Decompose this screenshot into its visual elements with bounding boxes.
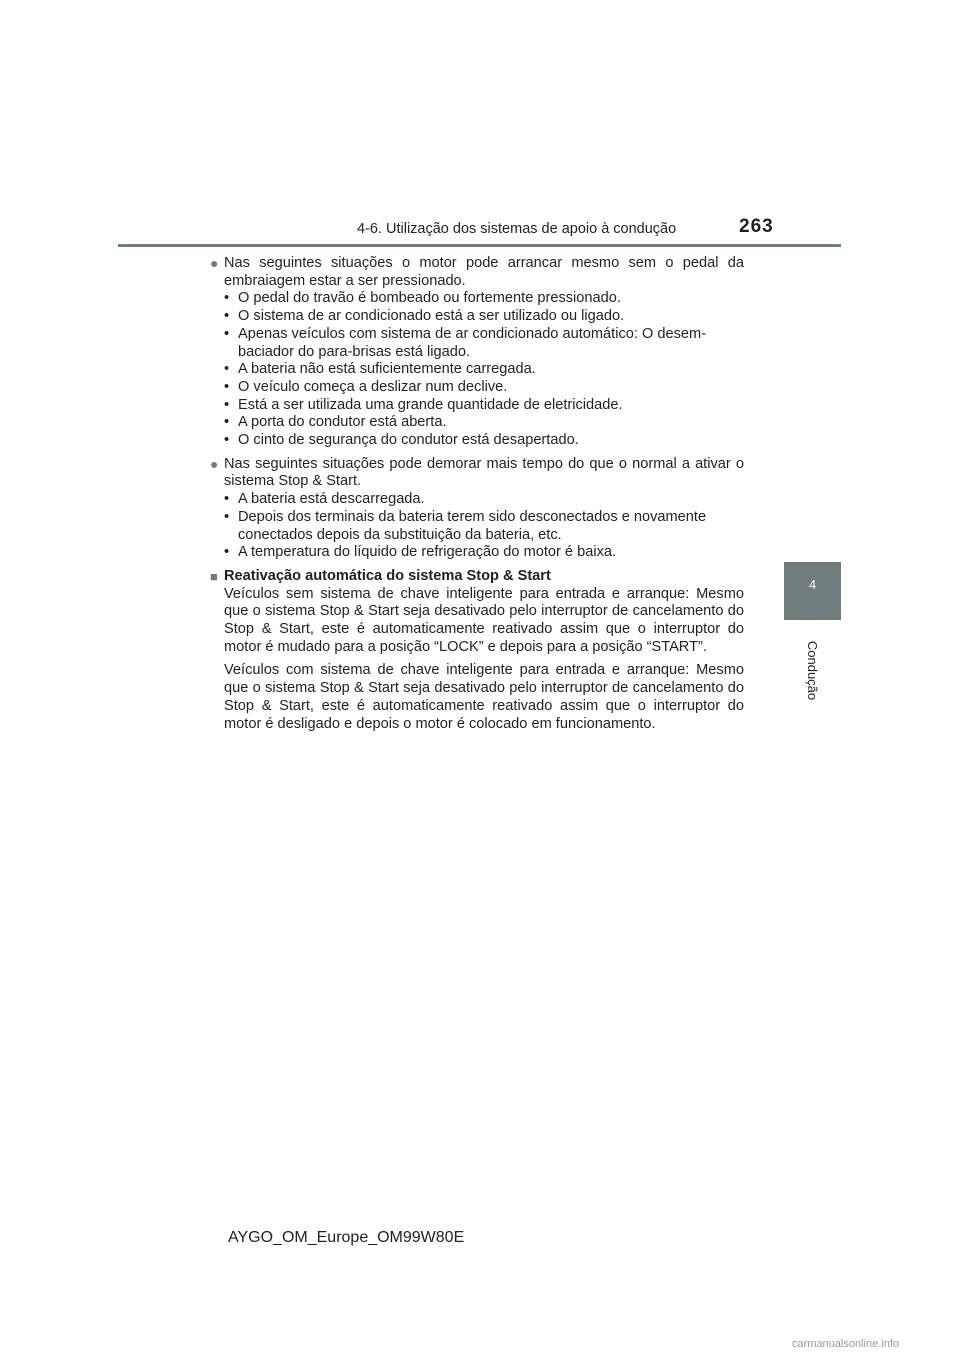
body-paragraph: Veículos com sistema de chave inteligente para entrada e arranque: Mesmo que o sistema Stop & Start seja desativado pelo interruptor de cancelamento do Stop & Start, este é automaticamente reativado assim que o interruptor do motor é desligado e depois o motor é colocado em funcionamento. <box>224 662 744 732</box>
chapter-label-text: Condução <box>805 640 820 701</box>
bullet-dot-icon: • <box>224 508 230 525</box>
chapter-tab-label <box>774 632 851 709</box>
list-item <box>224 432 744 450</box>
bullet-dot-icon: • <box>224 325 230 342</box>
bullet-dot-icon: • <box>224 396 230 413</box>
document-code: AYGO_OM_Europe_OM99W80E <box>228 1229 465 1246</box>
list-item <box>224 290 744 308</box>
page-content <box>210 255 744 739</box>
list-item-text: Está a ser utilizada uma grande quantidade de eletricidade. <box>238 396 623 413</box>
bullet-paragraph <box>210 456 744 491</box>
list-item-text: Depois dos terminais da bateria terem sido desconectados e novamente conectados depois da substituição da bateria, etc. <box>238 508 707 543</box>
bullet-paragraph <box>210 255 744 290</box>
bullet-circle-icon: ● <box>210 455 219 472</box>
list-item-text: A bateria está descarregada. <box>238 491 425 508</box>
body-paragraph: Veículos sem sistema de chave inteligente para entrada e arranque: Mesmo que o sistema Stop & Start seja desativado pelo interruptor de cancelamento do Stop & Start, este é automaticamente reativado assim que o interruptor do motor é mudado para a posição “LOCK” e depois para a posição “START”. <box>224 585 744 655</box>
sub-list <box>224 491 744 562</box>
bullet-dot-icon: • <box>224 378 230 395</box>
list-item <box>224 308 744 326</box>
list-item-text: O veículo começa a deslizar num declive. <box>238 378 508 395</box>
section-title: 4-6. Utilização dos sistemas de apoio à condução <box>357 221 677 237</box>
list-item-text: A temperatura do líquido de refrigeração do motor é baixa. <box>238 544 617 561</box>
section-heading-text: Reativação automática do sistema Stop & Start <box>224 567 551 584</box>
list-item-text: A porta do condutor está aberta. <box>238 414 447 431</box>
list-item <box>224 414 744 432</box>
bullet-dot-icon: • <box>224 361 230 378</box>
bullet-dot-icon: • <box>224 491 230 508</box>
bullet-dot-icon: • <box>224 290 230 307</box>
bullet-dot-icon: • <box>224 432 230 449</box>
list-item-text: Apenas veículos com sistema de ar condicionado automático: O desembaciador do para-brisas está ligado. <box>238 325 707 360</box>
list-item-text: A bateria não está suficientemente carregada. <box>238 361 536 378</box>
section-heading <box>210 568 744 586</box>
list-item <box>224 509 744 544</box>
chapter-tab: 4 <box>784 562 841 620</box>
bullet-dot-icon: • <box>224 544 230 561</box>
list-item <box>224 544 744 562</box>
bullet-text: Nas seguintes situações pode demorar mais tempo do que o normal a ativar o sistema Stop & Start. <box>224 455 744 490</box>
page-number: 263 <box>739 216 774 237</box>
bullet-dot-icon: • <box>224 414 230 431</box>
bullet-text: Nas seguintes situações o motor pode arrancar mesmo sem o pedal da embraiagem estar a ser pressionado. <box>224 255 744 289</box>
bullet-circle-icon: ● <box>210 255 219 271</box>
list-item <box>224 397 744 415</box>
list-item <box>224 361 744 379</box>
square-bullet-icon: ■ <box>210 568 218 584</box>
list-item <box>224 379 744 397</box>
watermark: carmanualsonline.info <box>792 1338 900 1350</box>
list-item-text: O pedal do travão é bombeado ou fortemente pressionado. <box>238 290 621 307</box>
header-divider <box>118 244 841 247</box>
list-item <box>224 491 744 509</box>
bullet-dot-icon: • <box>224 308 230 325</box>
list-item-text: O sistema de ar condicionado está a ser utilizado ou ligado. <box>238 308 625 325</box>
list-item-text: O cinto de segurança do condutor está desapertado. <box>238 432 579 449</box>
sub-list <box>224 290 744 449</box>
list-item <box>224 326 744 361</box>
